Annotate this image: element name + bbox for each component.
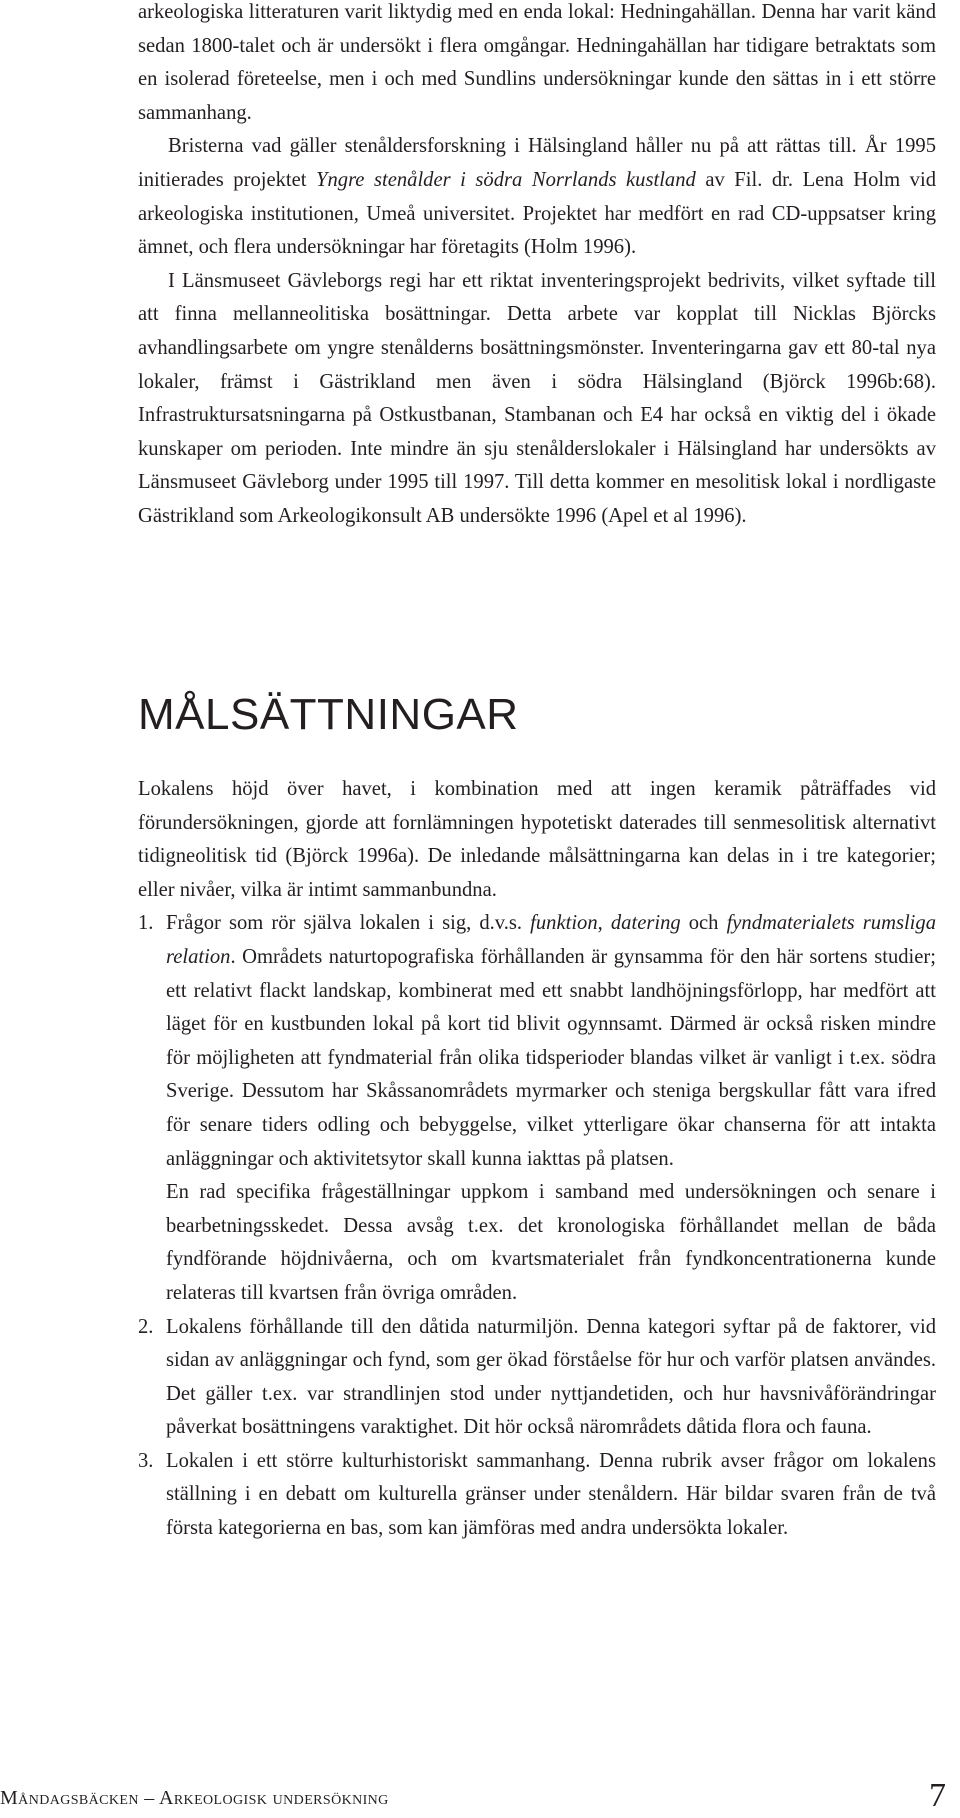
list-number: 2. [138, 1315, 154, 1338]
paragraph: I Länsmuseet Gävleborgs regi har ett riktat inventeringsprojekt bedrivits, vilket syftade till att finna mellanneolitiska bosättningar. Detta arbete var kopplat till Nicklas Björcks avhandlingsarbete om yngre stenålderns bosättningsmönster. Inventeringarna gav ett 80-tal nya lokaler, främst i Gästrikland men även i södra Hälsingland (Björck 1996b:68). Infrastruktursatsningarna på Ostkustbanan, Stambanan och E4 har också en viktig del i ökade kunskaper om perioden. Inte mindre än sju stenålderslokaler i Hälsingland har undersökts av Länsmuseet Gävleborg under 1995 till 1997. Till detta kommer en mesolitisk lokal i nordligaste Gästrikland som Arkeologikonsult AB undersökte 1996 (Apel et al 1996). [138, 269, 936, 527]
intro-text [138, 0, 936, 534]
italic-term: datering [610, 912, 681, 935]
text-span: . Områdets naturtopografiska förhållanden är gynsamma för den här sortens studier; ett relativt flackt landskap, kombinerat med ett snabbt landhöjningsförlopp, har medfört att läget för en kustbunden lokal på kort tid blivit ogynnsamt. Därmed är också risken mindre för möjligheten att fyndmaterial från olika tidsperioder blandas vilket är vanligt i t.ex. södra Sverige. Dessutom har Skåssanområdets myrmarker och steniga bergskullar fått vara ifred för senare tiders odling och bebyggelse, vilket ytterligare ökar chanserna för att intakta anläggningar och aktivitetsytor skall kunna iakttas på platsen. [166, 945, 936, 1170]
section-heading: MÅLSÄTTNINGAR [138, 690, 519, 739]
text-span: Bristerna vad gäller stenåldersforskning i Hälsingland håller nu på att rättas till. År 1995 initierades projektet [138, 135, 936, 191]
text-span: av Fil. dr. Lena Holm vid arkeologiska institutionen, Umeå universitet. Projektet har medfört en rad CD-uppsatser kring ämnet, och flera undersökningar har företagits (Holm 1996). [138, 168, 936, 259]
objectives-list [138, 907, 936, 1545]
running-footer-title: Måndagsbäcken – Arkeologisk undersökning [0, 1787, 389, 1809]
project-title: Yngre stenålder i södra Norrlands kustland [316, 168, 696, 191]
italic-term: fyndmaterialets rumsliga relation [166, 912, 936, 968]
list-item-text: Lokalen i ett större kulturhistoriskt sammanhang. Denna rubrik avser frågor om lokalens ställning i en debatt om kulturella gränser under stenåldern. Här bildar svaren från de två första kategorierna en bas, som kan jämföras med andra undersökta lokaler. [166, 1449, 936, 1540]
list-item-text: Lokalens förhållande till den dåtida naturmiljön. Denna kategori syftar på de faktorer, vid sidan av anläggningar och fynd, som ger ökad förståelse för hur och varför platsen användes. Det gäller t.ex. var strandlinjen stod under nyttjandetiden, och hur havsnivåförändringar påverkat bosättningens varaktighet. Dit hör också närområdets dåtida flora och fauna. [166, 1315, 936, 1439]
list-item [138, 1445, 936, 1546]
italic-term: funktion [530, 912, 598, 935]
paragraph [138, 130, 936, 264]
list-item [138, 1311, 936, 1445]
list-item [138, 907, 936, 1310]
text-span: och [680, 912, 727, 935]
section-body [138, 773, 936, 1546]
list-number: 3. [138, 1449, 154, 1472]
paragraph: arkeologiska litteraturen varit liktydig med en enda lokal: Hedningahällan. Denna har varit känd sedan 1800-talet och är undersökt i flera omgångar. Hedningahällan har tidigare betraktats som en isolerad företeelse, men i och med Sundlins undersökningar kunde den sättas in i ett större sammanhang. [138, 1, 936, 124]
list-item-text [166, 907, 936, 1176]
text-span: , [597, 912, 611, 935]
page-footer [0, 1777, 960, 1814]
paragraph: Lokalens höjd över havet, i kombination med att ingen keramik påträffades vid förundersökningen, gjorde att fornlämningen hypotetiskt daterades till senmesolitisk alternativt tidigneolitisk tid (Björck 1996a). De inledande målsättningarna kan delas in i tre kategorier; eller nivåer, vilka är intimt sammanbundna. [138, 778, 936, 901]
text-span: Frågor som rör själva lokalen i sig, d.v.s. [166, 912, 531, 935]
list-number: 1. [138, 912, 154, 935]
list-item-text: En rad specifika frågeställningar uppkom i samband med undersökningen och senare i bearbetningsskedet. Dessa avsåg t.ex. det kronologiska förhållandet mellan de båda fyndförande höjdnivåerna, och om kvartsmaterialet från fyndkoncentrationerna kunde relateras till kvartsen från övriga områden. [166, 1181, 936, 1304]
page-number: 7 [929, 1777, 946, 1814]
